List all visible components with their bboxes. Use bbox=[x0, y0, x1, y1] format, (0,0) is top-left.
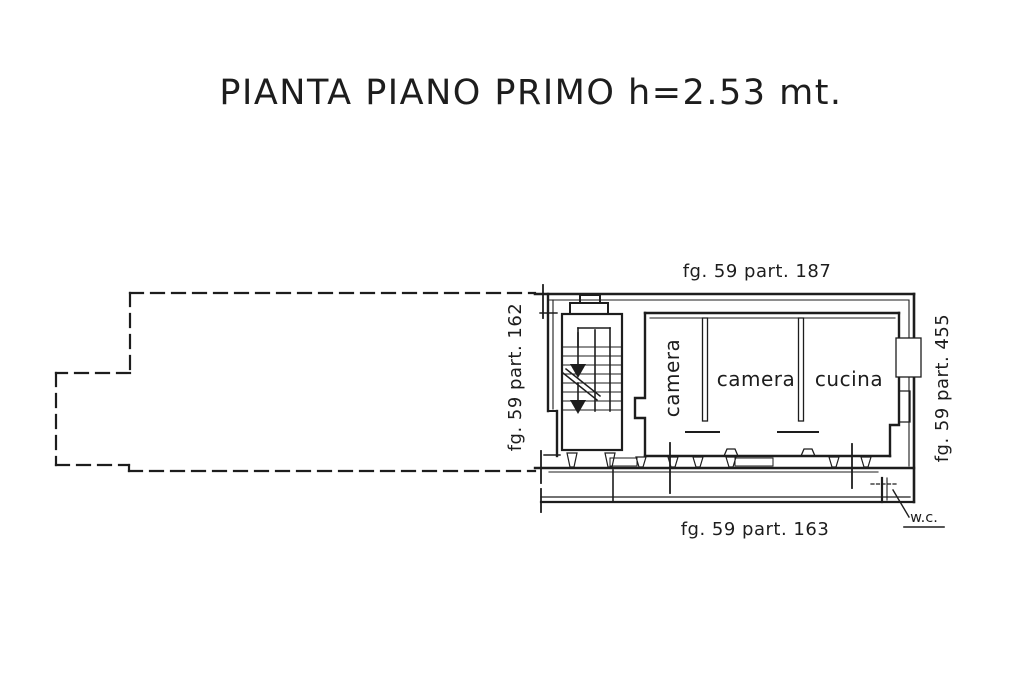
parcel-label-right: fg. 59 part. 455 bbox=[932, 313, 953, 463]
wall-junction-ticks bbox=[541, 285, 852, 512]
partition-wall-1 bbox=[703, 318, 708, 421]
right-wall-niche bbox=[899, 391, 910, 422]
parcel-label-bottom: fg. 59 part. 163 bbox=[680, 519, 830, 540]
right-wall-window bbox=[896, 338, 921, 377]
parcel-label-top: fg. 59 part. 187 bbox=[682, 261, 832, 282]
staircase bbox=[562, 295, 622, 467]
balcony bbox=[541, 470, 914, 502]
room-label-wc: w.c. bbox=[910, 510, 938, 526]
room-label-camera-middle: camera bbox=[716, 367, 796, 391]
wc-leader-line bbox=[893, 490, 909, 517]
dashed-parcel-outline bbox=[56, 293, 535, 471]
room-label-cucina: cucina bbox=[814, 367, 884, 391]
partition-wall-2 bbox=[799, 318, 804, 421]
parcel-label-left: fg. 59 part. 162 bbox=[505, 302, 526, 452]
rooms-left-wall bbox=[635, 313, 645, 456]
south-wall-openings bbox=[610, 457, 871, 467]
building-outer-walls bbox=[535, 294, 914, 502]
room-label-camera-left: camera bbox=[660, 338, 684, 418]
stair-door-jambs bbox=[567, 453, 615, 467]
rooms-right-wall bbox=[890, 313, 899, 456]
plan-title: PIANTA PIANO PRIMO h=2.53 mt. bbox=[219, 73, 843, 113]
